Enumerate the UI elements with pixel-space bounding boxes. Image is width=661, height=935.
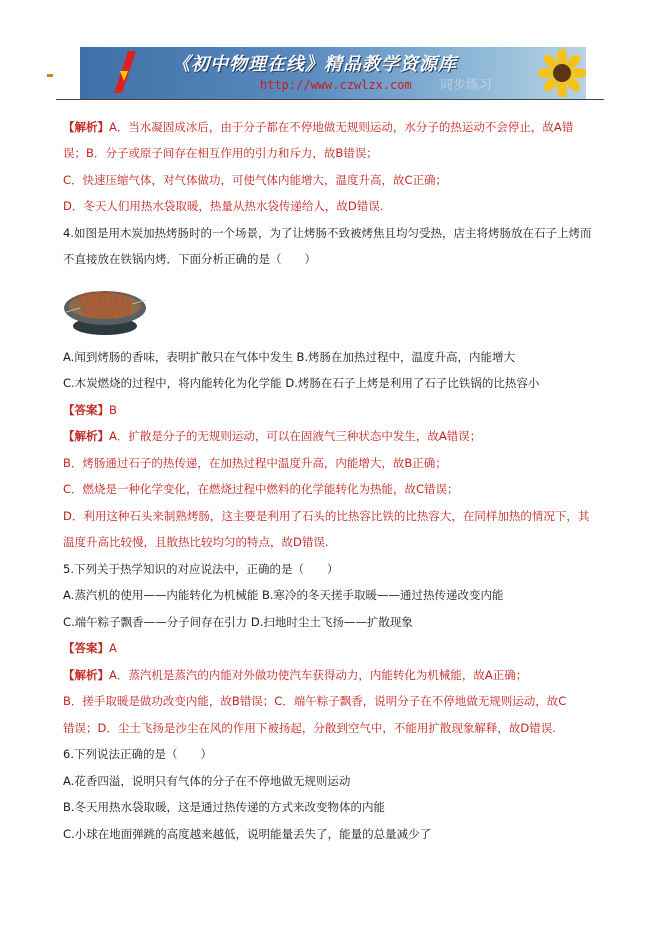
sunflower-icon — [538, 49, 586, 97]
logo-icon — [114, 51, 136, 93]
site-title: 《初中物理在线》精品教学资源库 — [172, 54, 457, 75]
option-line: C.小球在地面弹跳的高度越来越低，说明能量丢失了，能量的总量减少了 — [63, 827, 432, 841]
text-line: 错误；D．尘土飞扬是沙尘在风的作用下被扬起，分散到空气中，不能用扩散现象解释，故D错误. — [63, 721, 556, 735]
text-line: 【解析】A．扩散是分子的无规则运动，可以在固液气三种状态中发生，故A错误； — [63, 429, 482, 443]
text-line: 温度升高比较慢，且散热比较均匀的特点，故D错误. — [63, 535, 329, 549]
text-line: C．快速压缩气体，对气体做功，可使气体内能增大，温度升高，故C正确； — [63, 173, 448, 187]
text-line: 不直接放在铁锅内烤．下面分析正确的是（ ） — [63, 252, 316, 266]
site-subtitle: 同步练习 — [440, 78, 493, 93]
text-line: 误；B．分子或原子间存在相互作用的引力和斥力，故B错误； — [63, 146, 378, 160]
option-line: B.冬天用热水袋取暖，这是通过热传递的方式来改变物体的内能 — [63, 800, 386, 814]
question-6: 6.下列说法正确的是（ ） — [63, 747, 212, 761]
header-rule — [56, 99, 604, 100]
header-accent — [47, 74, 53, 77]
option-line: C.端午粽子飘香——分子间存在引力 D.扫地时尘土飞扬——扩散现象 — [63, 615, 413, 629]
question-5: 5.下列关于热学知识的对应说法中，正确的是（ ） — [63, 562, 339, 576]
text-line: B．烤肠通过石子的热传递，在加热过程中温度升高，内能增大，故B正确； — [63, 456, 447, 470]
header-banner — [80, 47, 586, 99]
text-line: D．利用这种石头来制熟烤肠，这主要是利用了石头的比热容比铁的比热容大，在同样加热的情况下，其 — [63, 509, 590, 523]
question-4: 4.如图是用木炭加热烤肠时的一个场景，为了让烤肠不致被烤焦且均匀受热，店主将烤肠放在石子上烤而 — [63, 226, 592, 240]
site-url[interactable]: http://www.czwlzx.com — [260, 78, 412, 92]
option-line: A.闻到烤肠的香味，表明扩散只在气体中发生 B.烤肠在加热过程中，温度升高，内能增大 — [63, 350, 516, 364]
answer-line: 【答案】B — [63, 403, 117, 417]
text-line: C．燃烧是一种化学变化，在燃烧过程中燃料的化学能转化为热能，故C错误； — [63, 482, 459, 496]
text-line: 【解析】A．蒸汽机是蒸汽的内能对外做功使汽车获得动力，内能转化为机械能，故A正确； — [63, 668, 528, 682]
option-line: A.花香四溢，说明只有气体的分子在不停地做无规则运动 — [63, 774, 351, 788]
answer-line: 【答案】A — [63, 641, 117, 655]
grilled-sausage-image — [62, 282, 148, 336]
text-line: B．搓手取暖是做功改变内能，故B错误；C．端午粽子飘香，说明分子在不停地做无规则运动，故C — [63, 694, 567, 708]
option-line: A.蒸汽机的使用——内能转化为机械能 B.寒冷的冬天搓手取暖——通过热传递改变内能 — [63, 588, 504, 602]
text-line: D．冬天人们用热水袋取暖，热量从热水袋传递给人，故D错误. — [63, 199, 384, 213]
text-line: 【解析】A．当水凝固成冰后，由于分子都在不停地做无规则运动，水分子的热运动不会停止，故A错 — [63, 120, 574, 134]
option-line: C.木炭燃烧的过程中，将内能转化为化学能 D.烤肠在石子上烤是利用了石子比铁锅的比热容小 — [63, 376, 540, 390]
